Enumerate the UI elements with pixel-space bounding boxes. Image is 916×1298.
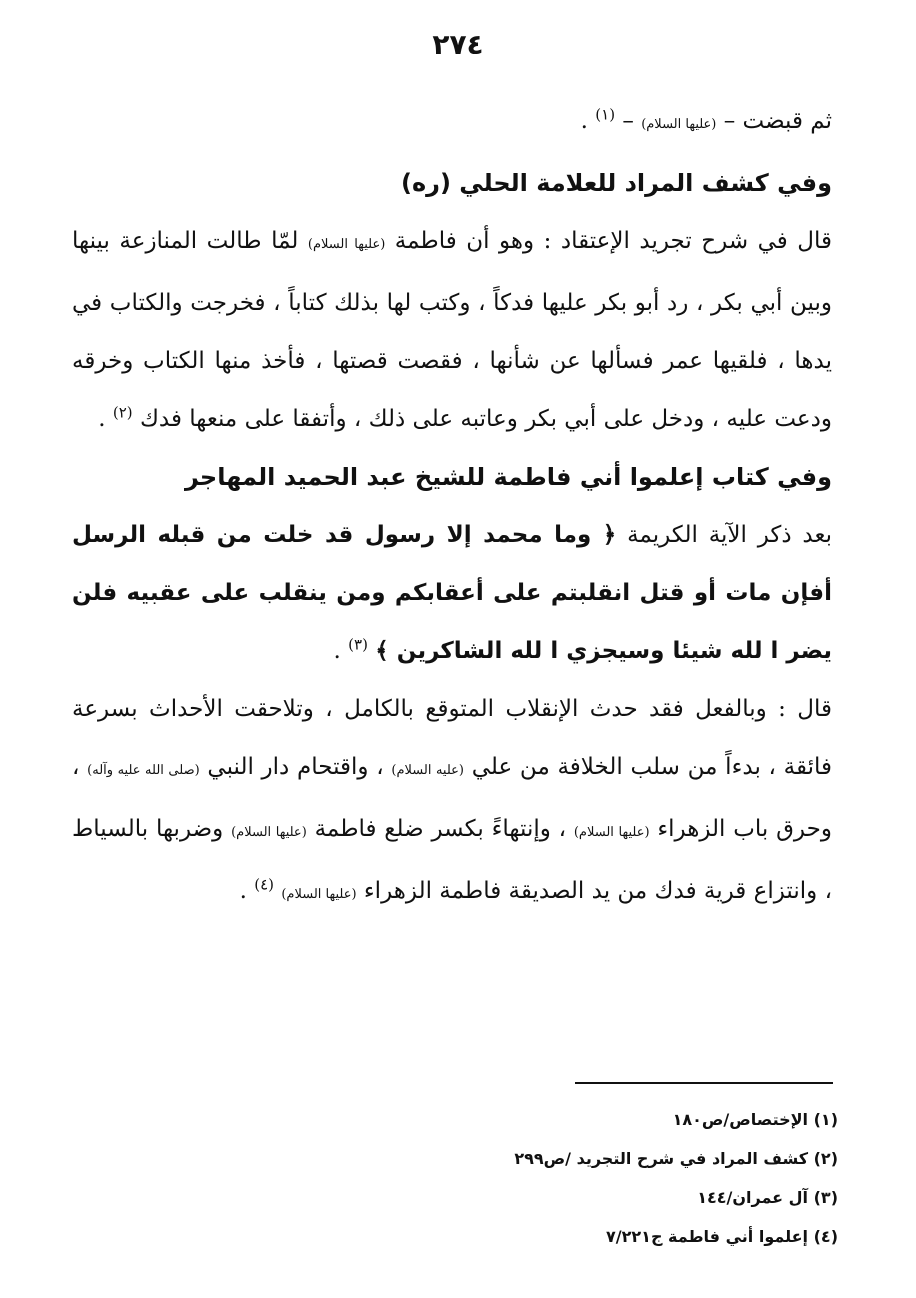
footnote <box>338 1100 838 1139</box>
footnote <box>338 1217 838 1256</box>
quran-verse: ﴿ وما محمد إلا رسول قد خلت من قبله الرسل أفإن مات أو قتل انقلبتم على أعقابكم ومن ينقلب على عقبيه فلن يضر ا لله شيئا وسيجزي ا لله الشاكرين ﴾ <box>72 522 832 664</box>
footnote-number: (٤) <box>813 1227 838 1246</box>
footnote-ref: (٢) <box>112 403 133 422</box>
footnote-separator <box>575 1082 833 1084</box>
footnote-ref: (٤) <box>254 875 275 894</box>
page-number: ٢٧٤ <box>432 28 484 61</box>
period: . <box>98 406 106 432</box>
footnote-ref: (١) <box>595 105 616 124</box>
period: . <box>333 638 341 664</box>
footnote-text: آل عمران/١٤٤ <box>697 1188 809 1207</box>
footnote <box>338 1178 838 1217</box>
footnote <box>338 1139 838 1178</box>
honorific: (عليها السلام) <box>307 237 386 252</box>
honorific: (صلى الله عليه وآله) <box>87 763 200 778</box>
paragraph-verse <box>72 506 832 680</box>
paragraph-inqilab <box>72 680 832 924</box>
paragraph-text: بعد ذكر الآية الكريمة <box>627 522 832 548</box>
section-heading-iʿlamu: وفي كتاب إعلموا أني فاطمة للشيخ عبد الحميد المهاجر <box>185 463 832 491</box>
footnote-number: (٢) <box>813 1149 838 1168</box>
paragraph-text: لمّا طالت المنازعة بينها وبين أبي بكر ، رد أبو بكر عليها فدكاً ، وكتب لها بذلك كتاباً ، فخرجت والكتاب في يدها ، فلقيها عمر فسألها عن شأنها ، فقصت قصتها ، فأخذ منها الكتاب وخرقه ودعت عليه ، ودخل على أبي بكر وعاتبه على ذلك ، وأتفقا على منعها فدك <box>72 228 832 432</box>
opening-line <box>72 92 832 154</box>
paragraph-kashf <box>72 212 832 448</box>
period: . <box>239 878 247 904</box>
footnotes <box>338 1100 838 1256</box>
paragraph-text: ، وحرق باب الزهراء <box>72 754 832 842</box>
honorific: (عليها السلام) <box>573 825 650 840</box>
footnote-text: الإختصاص/ص١٨٠ <box>672 1110 809 1129</box>
footnote-number: (٣) <box>813 1188 838 1207</box>
paragraph-text: ، واقتحام دار النبي <box>207 754 384 780</box>
paragraph-text: قال في شرح تجريد الإعتقاد : وهو أن فاطمة <box>394 228 832 254</box>
footnote-text: كشف المراد في شرح التجريد /ص٢٩٩ <box>514 1149 809 1168</box>
paragraph-text: وضربها بالسياط ، وانتزاع قرية فدك من يد الصديقة فاطمة الزهراء <box>72 816 832 904</box>
dash: – <box>622 108 634 134</box>
footnote-text: إعلموا أني فاطمة ج٧/٢٢١ <box>606 1227 809 1246</box>
honorific: (عليها السلام) <box>231 825 307 840</box>
footnote-ref: (٣) <box>348 635 368 654</box>
paragraph-text: ، وإنتهاءً بكسر ضلع فاطمة <box>314 816 567 842</box>
main-text <box>72 92 832 924</box>
section-heading-kashf: وفي كشف المراد للعلامة الحلي (ره) <box>401 169 832 197</box>
honorific: (عليه السلام) <box>391 763 464 778</box>
paragraph-text: قال : وبالفعل فقد حدث الإنقلاب المتوقع بالكامل ، وتلاحقت الأحداث بسرعة فائقة ، بدءاً من سلب الخلافة من علي <box>72 696 833 780</box>
period: . <box>580 108 588 134</box>
honorific: (عليها السلام) <box>281 887 357 902</box>
honorific: (عليها السلام) <box>641 117 717 132</box>
opening-line-text: ثم قبضت – <box>723 108 832 134</box>
footnote-number: (١) <box>813 1110 838 1129</box>
